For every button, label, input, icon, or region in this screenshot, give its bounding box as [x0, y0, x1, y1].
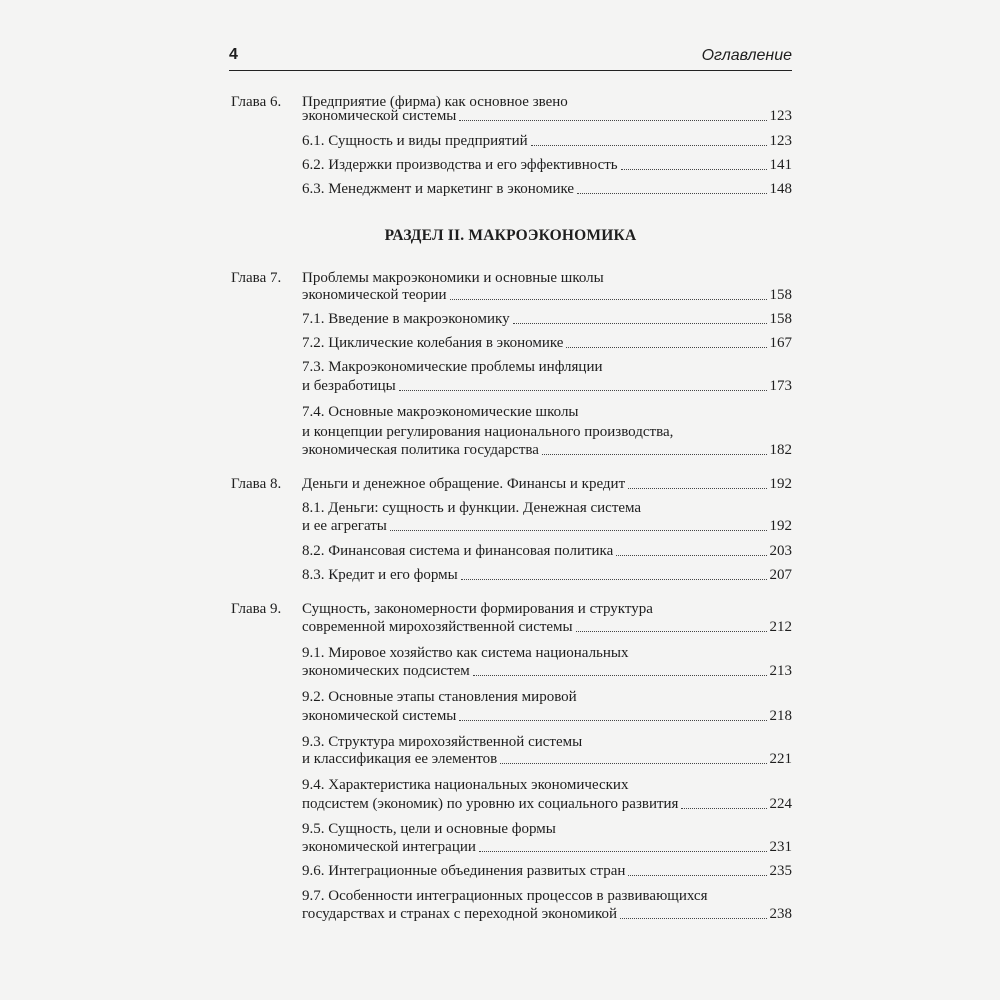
chapter-8-title: Деньги и денежное обращение. Финансы и кредит: [302, 476, 626, 492]
entry-9-7-line1: 9.7. Особенности интеграционных процессов в развивающихся: [302, 888, 708, 904]
toc-entry-6-1[interactable]: [302, 131, 792, 151]
entry-6-2-text: 6.2. Издержки производства и его эффективность: [302, 157, 618, 173]
entry-9-1-page: 213: [769, 663, 792, 679]
chapter-7-page: 158: [769, 287, 792, 303]
entry-9-4-page: 224: [769, 796, 792, 812]
dot-leader: [566, 347, 766, 348]
dot-leader: [459, 120, 766, 121]
entry-9-1-line1: 9.1. Мировое хозяйство как система национальных: [302, 645, 629, 661]
dot-leader: [628, 488, 766, 489]
toc-entry-9-2[interactable]: [302, 706, 792, 726]
dot-leader: [399, 390, 767, 391]
toc-entry-9-3[interactable]: [302, 749, 792, 769]
entry-8-3-text: 8.3. Кредит и его формы: [302, 567, 458, 583]
entry-6-2-page: 141: [769, 157, 792, 173]
toc-entry-9-5[interactable]: [302, 837, 792, 857]
entry-7-1-page: 158: [769, 311, 792, 327]
chapter-6-page: 123: [769, 108, 792, 124]
toc-entry-chapter-6[interactable]: [302, 106, 792, 126]
chapter-7-label: Глава 7.: [231, 270, 282, 286]
entry-7-4-page: 182: [769, 442, 792, 458]
chapter-9-page: 212: [769, 619, 792, 635]
entry-9-4-line1: 9.4. Характеристика национальных экономических: [302, 777, 629, 793]
entry-9-6-text: 9.6. Интеграционные объединения развитых стран: [302, 863, 626, 879]
entry-9-1-line2: экономических подсистем: [302, 663, 470, 679]
chapter-9-title-line1: Сущность, закономерности формирования и структура: [302, 601, 653, 617]
entry-9-2-line1: 9.2. Основные этапы становления мировой: [302, 689, 577, 705]
entry-9-2-page: 218: [769, 708, 792, 724]
dot-leader: [621, 169, 767, 170]
dot-leader: [628, 875, 766, 876]
entry-9-7-line2: государствах и странах с переходной экономикой: [302, 906, 617, 922]
dot-leader: [513, 323, 767, 324]
chapter-9-label: Глава 9.: [231, 601, 282, 617]
entry-6-1-text: 6.1. Сущность и виды предприятий: [302, 133, 528, 149]
entry-6-1-page: 123: [769, 133, 792, 149]
entry-8-1-line1: 8.1. Деньги: сущность и функции. Денежная система: [302, 500, 642, 516]
toc-entry-7-4[interactable]: [302, 440, 792, 460]
dot-leader: [390, 530, 767, 531]
entry-9-5-page: 231: [769, 839, 792, 855]
toc-entry-6-3[interactable]: [302, 179, 792, 199]
dot-leader: [616, 555, 766, 556]
entry-7-2-text: 7.2. Циклические колебания в экономике: [302, 335, 564, 351]
toc-entry-7-2[interactable]: [302, 333, 792, 353]
entry-7-1-text: 7.1. Введение в макроэкономику: [302, 311, 510, 327]
entry-8-1-line2: и ее агрегаты: [302, 518, 387, 534]
entry-8-1-page: 192: [769, 518, 792, 534]
toc-entry-8-3[interactable]: [302, 565, 792, 585]
dot-leader: [450, 299, 767, 300]
dot-leader: [620, 918, 767, 919]
chapter-8-page: 192: [769, 476, 792, 492]
toc-entry-chapter-8[interactable]: [302, 474, 792, 494]
dot-leader: [577, 193, 766, 194]
header-rule: [229, 70, 792, 71]
toc-entry-8-2[interactable]: [302, 541, 792, 561]
toc-entry-9-1[interactable]: [302, 661, 792, 681]
toc-entry-7-3[interactable]: [302, 376, 792, 396]
toc-entry-8-1[interactable]: [302, 516, 792, 536]
toc-entry-7-1[interactable]: [302, 309, 792, 329]
chapter-6-title-line1: Предприятие (фирма) как основное звено: [302, 94, 568, 110]
chapter-7-title-line1: Проблемы макроэкономики и основные школы: [302, 270, 604, 286]
entry-9-2-line2: экономической системы: [302, 708, 457, 724]
entry-7-4-line2: и концепции регулирования национального производства,: [302, 424, 674, 440]
page-number: 4: [229, 46, 238, 63]
entry-9-4-line2: подсистем (экономик) по уровню их социального развития: [302, 796, 679, 812]
chapter-9-title-line2: современной мирохозяйственной системы: [302, 619, 573, 635]
entry-6-3-text: 6.3. Менеджмент и маркетинг в экономике: [302, 181, 575, 197]
entry-9-3-line2: и классификация ее элементов: [302, 751, 498, 767]
entry-8-2-text: 8.2. Финансовая система и финансовая политика: [302, 543, 614, 559]
entry-9-7-page: 238: [769, 906, 792, 922]
entry-7-3-page: 173: [769, 378, 792, 394]
dot-leader: [473, 675, 767, 676]
dot-leader: [576, 631, 767, 632]
dot-leader: [461, 579, 767, 580]
toc-entry-6-2[interactable]: [302, 155, 792, 175]
entry-8-3-page: 207: [769, 567, 792, 583]
toc-entry-9-6[interactable]: [302, 861, 792, 881]
chapter-6-title-line2: экономической системы: [302, 108, 457, 124]
dot-leader: [500, 763, 766, 764]
entry-9-6-page: 235: [769, 863, 792, 879]
toc-entry-9-7[interactable]: [302, 904, 792, 924]
section-2-heading: РАЗДЕЛ II. МАКРОЭКОНОМИКА: [384, 227, 637, 244]
entry-9-3-page: 221: [769, 751, 792, 767]
entry-7-4-line3: экономическая политика государства: [302, 442, 539, 458]
toc-entry-chapter-7[interactable]: [302, 285, 792, 305]
entry-7-3-line1: 7.3. Макроэкономические проблемы инфляции: [302, 359, 603, 375]
entry-7-4-line1: 7.4. Основные макроэкономические школы: [302, 404, 579, 420]
chapter-8-label: Глава 8.: [231, 476, 282, 492]
entry-9-3-line1: 9.3. Структура мирохозяйственной системы: [302, 734, 583, 750]
dot-leader: [479, 851, 767, 852]
running-header-title: Оглавление: [701, 47, 792, 64]
toc-entry-chapter-9[interactable]: [302, 617, 792, 637]
entry-8-2-page: 203: [769, 543, 792, 559]
entry-6-3-page: 148: [769, 181, 792, 197]
dot-leader: [681, 808, 766, 809]
chapter-6-label: Глава 6.: [231, 94, 282, 110]
toc-entry-9-4[interactable]: [302, 794, 792, 814]
dot-leader: [459, 720, 766, 721]
chapter-7-title-line2: экономической теории: [302, 287, 447, 303]
entry-7-3-line2: и безработицы: [302, 378, 396, 394]
entry-9-5-line1: 9.5. Сущность, цели и основные формы: [302, 821, 556, 837]
dot-leader: [542, 454, 767, 455]
entry-9-5-line2: экономической интеграции: [302, 839, 476, 855]
entry-7-2-page: 167: [769, 335, 792, 351]
dot-leader: [531, 145, 767, 146]
